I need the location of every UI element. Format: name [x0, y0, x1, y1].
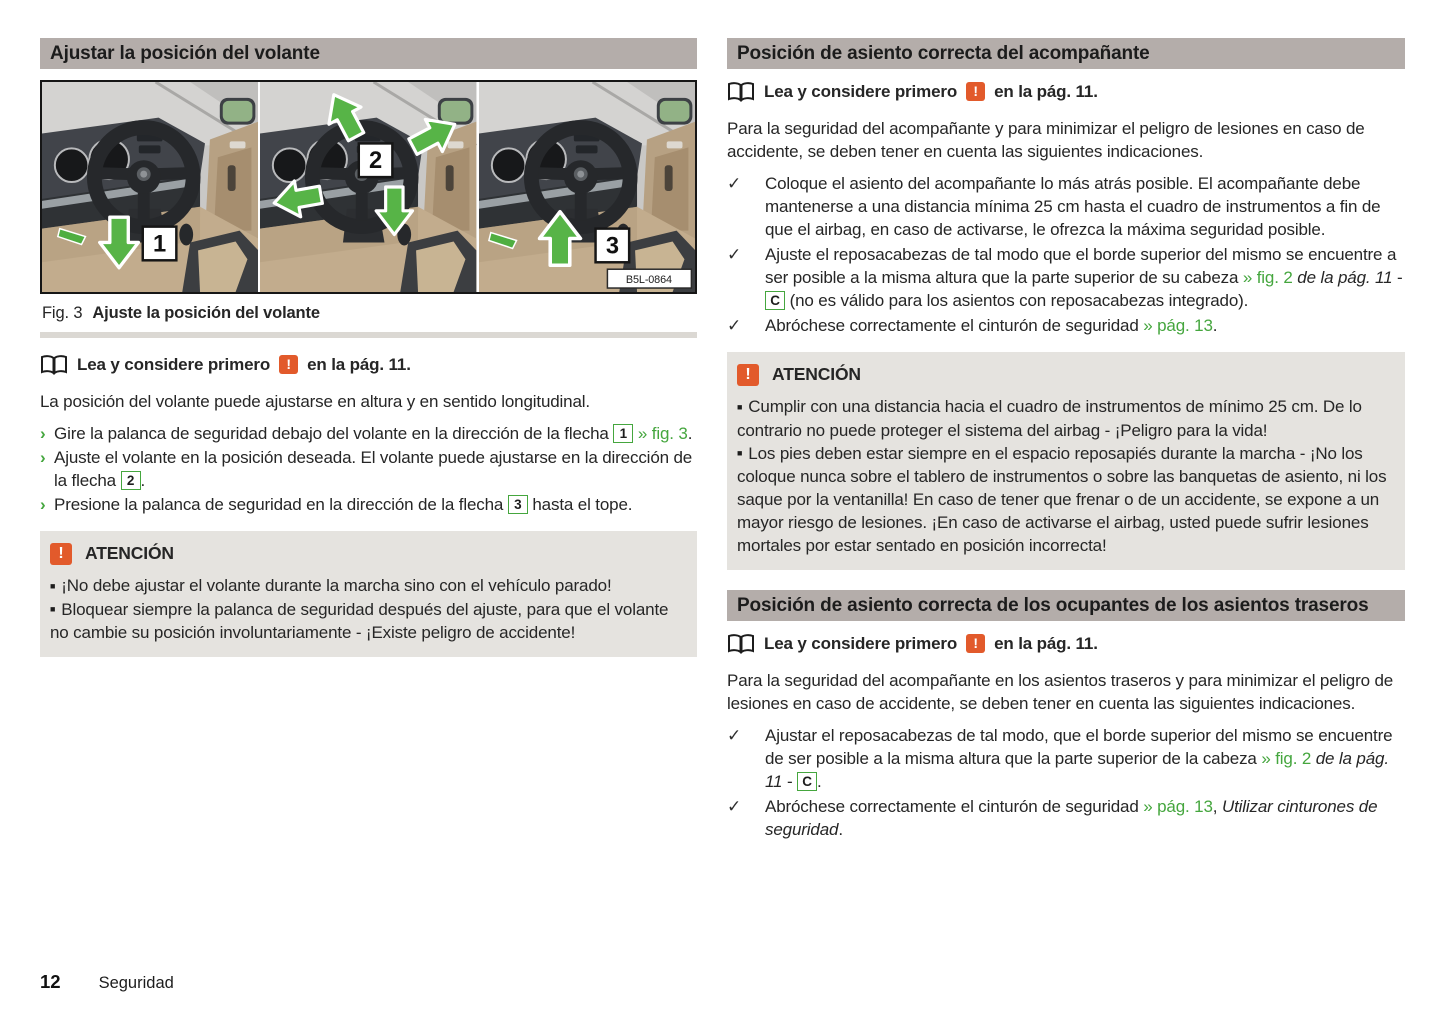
- check-text: Abróchese correctamente el cinturón de seguridad » pág. 13.: [765, 316, 1218, 335]
- section-heading-label: Ajustar la posición del volante: [50, 43, 320, 64]
- attention-header: [737, 363, 1393, 386]
- attention-title: ATENCIÓN: [85, 543, 174, 563]
- pag13-link-2[interactable]: » pág. 13: [1143, 797, 1213, 816]
- fig2-link-1[interactable]: » fig. 2: [1242, 268, 1293, 287]
- svg-text:3: 3: [605, 233, 619, 260]
- step-marker: ›: [40, 495, 46, 514]
- check-icon: ✓: [727, 245, 742, 264]
- warning-badge-icon: !: [966, 82, 985, 101]
- check-text: Abróchese correctamente el cinturón de seguridad » pág. 13, Utilizar cinturones de seguridad.: [765, 797, 1378, 839]
- section-heading-rear-seats: [727, 590, 1405, 621]
- figure-panel-3: [479, 82, 695, 292]
- square-bullet: ■: [737, 448, 743, 458]
- intro-paragraph: La posición del volante puede ajustarse en altura y en sentido longitudinal.: [40, 392, 590, 411]
- check-icon: ✓: [727, 174, 742, 193]
- figure-step-badge-3: [595, 229, 629, 263]
- attention-item: ■ Los pies deben estar siempre en el espacio reposapiés durante la marcha - ¡No los coloque nunca sobre el tablero de instrumentos o sobre las banquetas de asiento, ni los saque por la ventanilla! En caso de tener que frenar o de un accidente, se expone a un mayor riesgo de lesiones. ¡En caso de activarse el airbag, usted puede sufrir lesiones mortales por estar sentado en posición incorrecta!: [737, 443, 1387, 555]
- step-item-2: [40, 446, 697, 492]
- read-first-post: en la pág. 11.: [307, 355, 411, 374]
- check-item: [727, 795, 1405, 841]
- check-item: [727, 172, 1405, 241]
- square-bullet: ■: [737, 401, 743, 412]
- fig3-link[interactable]: » fig. 3: [637, 424, 688, 443]
- page-number: 12: [40, 971, 61, 992]
- key-ref-box-2: 2: [121, 471, 141, 490]
- key-ref-box-C: C: [797, 772, 817, 791]
- figure-caption-text: Ajuste la posición del volante: [92, 304, 320, 322]
- figure-image-code: [607, 269, 691, 288]
- read-first-pre: Lea y considere primero: [77, 355, 271, 374]
- attention-box-right: [727, 352, 1405, 570]
- step-text: Ajuste el volante en la posición deseada. El volante puede ajustarse en la dirección de la flecha 2 .: [54, 448, 693, 490]
- figure-caption: [42, 302, 697, 325]
- read-first-post: en la pág. 11.: [994, 634, 1098, 653]
- figure-caption-label: Fig. 3: [42, 304, 83, 322]
- svg-text:1: 1: [153, 231, 167, 258]
- check-item: [727, 314, 1405, 337]
- attention-item: ■ Bloquear siempre la palanca de seguridad después del ajuste, para que el volante no cambie su posición involuntariamente - ¡Existe peligro de accidente!: [50, 599, 669, 642]
- read-first-pre: Lea y considere primero: [764, 82, 958, 101]
- intro-paragraph: Para la seguridad del acompañante en los asientos traseros y para minimizar el peligro de lesiones en caso de accidente, se deben tener en cuenta las siguientes indicaciones.: [727, 671, 1394, 713]
- section-heading-label: Posición de asiento correcta de los ocupantes de los asientos traseros: [737, 595, 1369, 616]
- check-icon: ✓: [727, 726, 742, 745]
- section-heading-steering: [40, 38, 697, 69]
- open-book-icon: [727, 634, 755, 654]
- attention-title: ATENCIÓN: [772, 364, 861, 384]
- check-icon: ✓: [727, 797, 742, 816]
- check-item: [727, 724, 1405, 793]
- key-ref-box-1: 1: [613, 424, 633, 443]
- footer-section-label: Seguridad: [98, 974, 174, 992]
- check-text: Ajuste el reposacabezas de tal modo que el borde superior del mismo se encuentre a ser posible a la misma altura que la parte superior de su cabeza » fig. 2 de la pág. 11 - C (no es válido para los asientos con reposacabezas integrado).: [765, 245, 1403, 310]
- warning-badge-icon: !: [279, 355, 298, 374]
- warning-badge-icon: !: [50, 543, 72, 565]
- warning-badge-icon: !: [737, 364, 759, 386]
- key-ref-box-C: C: [765, 291, 785, 310]
- attention-box-left: [40, 531, 697, 657]
- figure-panel-1: [42, 82, 258, 292]
- step-marker: ›: [40, 424, 46, 443]
- square-bullet: ■: [50, 604, 56, 614]
- fig2-link-2[interactable]: » fig. 2: [1261, 749, 1312, 768]
- step-item-1: [40, 422, 697, 445]
- read-first-note: [40, 353, 697, 376]
- read-first-note: [727, 80, 1405, 103]
- check-item: [727, 243, 1405, 312]
- svg-text:B5L-0864: B5L-0864: [625, 274, 672, 287]
- step-marker: ›: [40, 448, 46, 467]
- right-column: [727, 38, 1405, 843]
- pag13-link-1[interactable]: » pág. 13: [1143, 316, 1213, 335]
- figure-panel-2: [260, 82, 476, 292]
- svg-text:2: 2: [369, 148, 383, 175]
- intro-paragraph: Para la seguridad del acompañante y para minimizar el peligro de lesiones en caso de accidente, se deben tener en cuenta las siguientes indicaciones.: [727, 119, 1365, 161]
- step-text: Gire la palanca de seguridad debajo del volante en la dirección de la flecha 1 » fig. 3.: [54, 424, 693, 443]
- attention-item: ■ ¡No debe ajustar el volante durante la marcha sino con el vehículo parado!: [50, 576, 612, 595]
- check-text: Ajustar el reposacabezas de tal modo, que el borde superior del mismo se encuentre de ser posible a la misma altura que la parte superior de la cabeza » fig. 2 de la pág. 11 - C .: [765, 726, 1393, 791]
- warning-badge-icon: !: [966, 634, 985, 653]
- read-first-post: en la pág. 11.: [994, 82, 1098, 101]
- left-column: [40, 38, 697, 843]
- step-list: [40, 422, 697, 516]
- check-icon: ✓: [727, 316, 742, 335]
- attention-item: ■ Cumplir con una distancia hacia el cuadro de instrumentos de mínimo 25 cm. De lo contrario no puede proteger el sistema del airbag - ¡Peligro para la vida!: [737, 397, 1362, 440]
- figure-step-badge-1: [143, 227, 177, 261]
- open-book-icon: [727, 82, 755, 102]
- page-footer: [40, 971, 174, 993]
- key-ref-box-3: 3: [508, 495, 528, 514]
- open-book-icon: [40, 355, 68, 375]
- section-heading-passenger: [727, 38, 1405, 69]
- square-bullet: ■: [50, 580, 56, 591]
- step-item-3: [40, 493, 697, 516]
- figure-divider: [40, 332, 697, 338]
- figure-step-badge-2: [359, 143, 393, 177]
- checklist: [727, 724, 1405, 841]
- read-first-pre: Lea y considere primero: [764, 634, 958, 653]
- check-text: Coloque el asiento del acompañante lo más atrás posible. El acompañante debe mantenerse a una distancia mínima 25 cm hasta el cuadro de instrumentos a fin de que el airbag, en caso de activarse, le ofrezca la máxima seguridad posible.: [765, 174, 1381, 239]
- figure-3: [40, 80, 697, 294]
- attention-header: [50, 542, 685, 565]
- read-first-note: [727, 632, 1405, 655]
- checklist: [727, 172, 1405, 337]
- section-heading-label: Posición de asiento correcta del acompañante: [737, 43, 1150, 64]
- step-text: Presione la palanca de seguridad en la dirección de la flecha 3 hasta el tope.: [54, 495, 633, 514]
